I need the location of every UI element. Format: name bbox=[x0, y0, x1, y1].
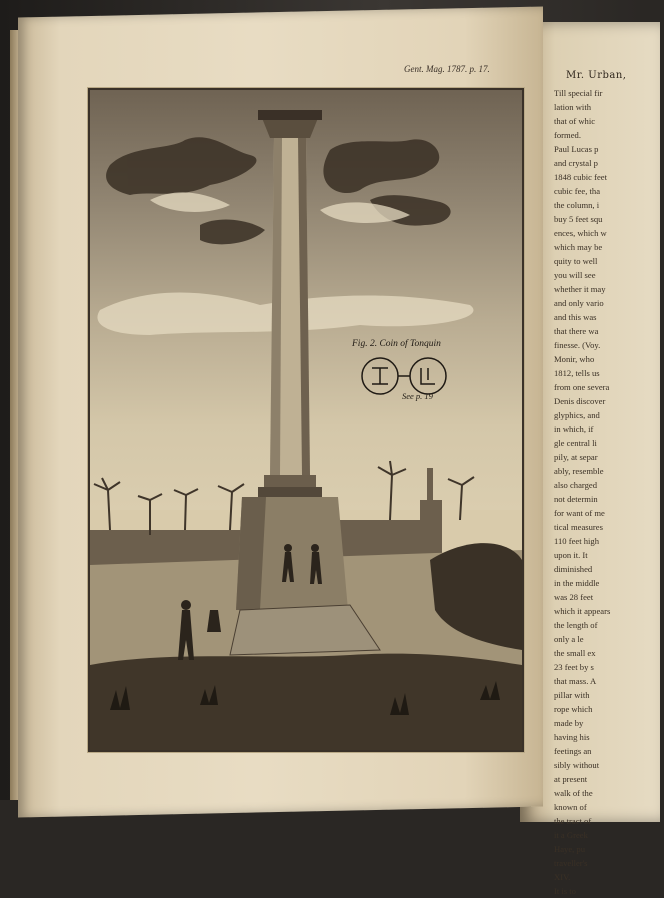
right-page-line: which may be bbox=[554, 242, 603, 252]
engraving-scene bbox=[90, 90, 522, 750]
right-page-line: that mass. A bbox=[554, 676, 597, 686]
cloud-dark-center bbox=[323, 139, 439, 193]
right-page-line: only a le bbox=[554, 634, 584, 644]
right-page-line: pily, at separ bbox=[554, 452, 598, 462]
right-page-line: 110 feet high bbox=[554, 536, 600, 546]
right-page-line: 23 feet by s bbox=[554, 662, 594, 672]
engraving-plate bbox=[88, 88, 524, 752]
right-page-text bbox=[554, 86, 664, 898]
right-page-line: you will see bbox=[554, 270, 596, 280]
right-page-line: lation with bbox=[554, 102, 591, 112]
right-page-line: that of whic bbox=[554, 116, 596, 126]
right-page-line: Haye, pu bbox=[554, 844, 586, 854]
cloud-dark-mid bbox=[200, 220, 265, 245]
right-page-line: 1812, tells us bbox=[554, 368, 600, 378]
magazine-reference: Gent. Mag. 1787. p. 17. bbox=[404, 64, 490, 74]
right-page-line: tical measures bbox=[554, 522, 603, 532]
right-page-line: buy 5 feet squ bbox=[554, 214, 603, 224]
right-page-line: upon it. It bbox=[554, 550, 588, 560]
right-page-line: having his bbox=[554, 732, 590, 742]
right-page-line: not determin bbox=[554, 494, 598, 504]
right-page-line: in which, if bbox=[554, 424, 594, 434]
right-page-line: quity to well bbox=[554, 256, 598, 266]
right-page-line: the small ex bbox=[554, 648, 596, 658]
right-page-line: feetings an bbox=[554, 746, 592, 756]
right-page-line: from one severa bbox=[554, 382, 610, 392]
right-page-line: rope which bbox=[554, 704, 593, 714]
right-page-line: glyphics, and bbox=[554, 410, 600, 420]
right-page-line: that there wa bbox=[554, 326, 599, 336]
right-page-line: Till special fir bbox=[554, 88, 603, 98]
coin-reference: See p. 19 bbox=[402, 391, 433, 401]
right-page-line: It is to bbox=[554, 886, 576, 896]
right-page-line: and only vario bbox=[554, 298, 604, 308]
right-page-line: was 28 feet bbox=[554, 592, 594, 602]
right-page-line: the tract of bbox=[554, 816, 592, 826]
right-page-line: Denis discover bbox=[554, 396, 606, 406]
right-page-line: in the middle bbox=[554, 578, 600, 588]
right-page-line: Monir, who bbox=[554, 354, 595, 364]
right-page-line: gle central li bbox=[554, 438, 597, 448]
right-page-line: which it appears bbox=[554, 606, 611, 616]
right-page-line: known of bbox=[554, 802, 587, 812]
right-page-line: made by bbox=[554, 718, 584, 728]
foreground bbox=[90, 654, 522, 750]
right-page-line: Paul Lucas p bbox=[554, 144, 599, 154]
right-page-line: ably, resemble bbox=[554, 466, 604, 476]
right-page-line: cubic fee, tha bbox=[554, 186, 601, 196]
right-page-line: at present bbox=[554, 774, 588, 784]
cloud-dark-left bbox=[106, 137, 256, 195]
right-page-line: for want of me bbox=[554, 508, 605, 518]
right-page-line: 1848 cubic feet bbox=[554, 172, 607, 182]
coin-caption: Fig. 2. Coin of Tonquin bbox=[352, 339, 441, 349]
right-page-line: it a Greek bbox=[554, 830, 588, 840]
right-page-line: the length of bbox=[554, 620, 598, 630]
right-page-line: ences, which w bbox=[554, 228, 607, 238]
right-page-line: formed. bbox=[554, 130, 581, 140]
coin-of-tonquin bbox=[362, 358, 446, 394]
right-page-line: and crystal p bbox=[554, 158, 598, 168]
right-page-line: and this was bbox=[554, 312, 597, 322]
capital bbox=[262, 118, 318, 138]
right-page-line: walk of the bbox=[554, 788, 593, 798]
right-page-line: whether it may bbox=[554, 284, 606, 294]
right-page-line: the column, i bbox=[554, 200, 600, 210]
right-page-line: traveller's bbox=[554, 858, 588, 868]
right-page-line: also charged bbox=[554, 480, 598, 490]
right-page-line: finesse. (Voy. bbox=[554, 340, 601, 350]
right-page-line: sibly without bbox=[554, 760, 600, 770]
right-page-heading: Mr. Urban, bbox=[566, 70, 627, 81]
right-page-line: XIV. bbox=[554, 872, 571, 882]
right-page-line: diminished bbox=[554, 564, 593, 574]
right-page-line: pillar with bbox=[554, 690, 590, 700]
